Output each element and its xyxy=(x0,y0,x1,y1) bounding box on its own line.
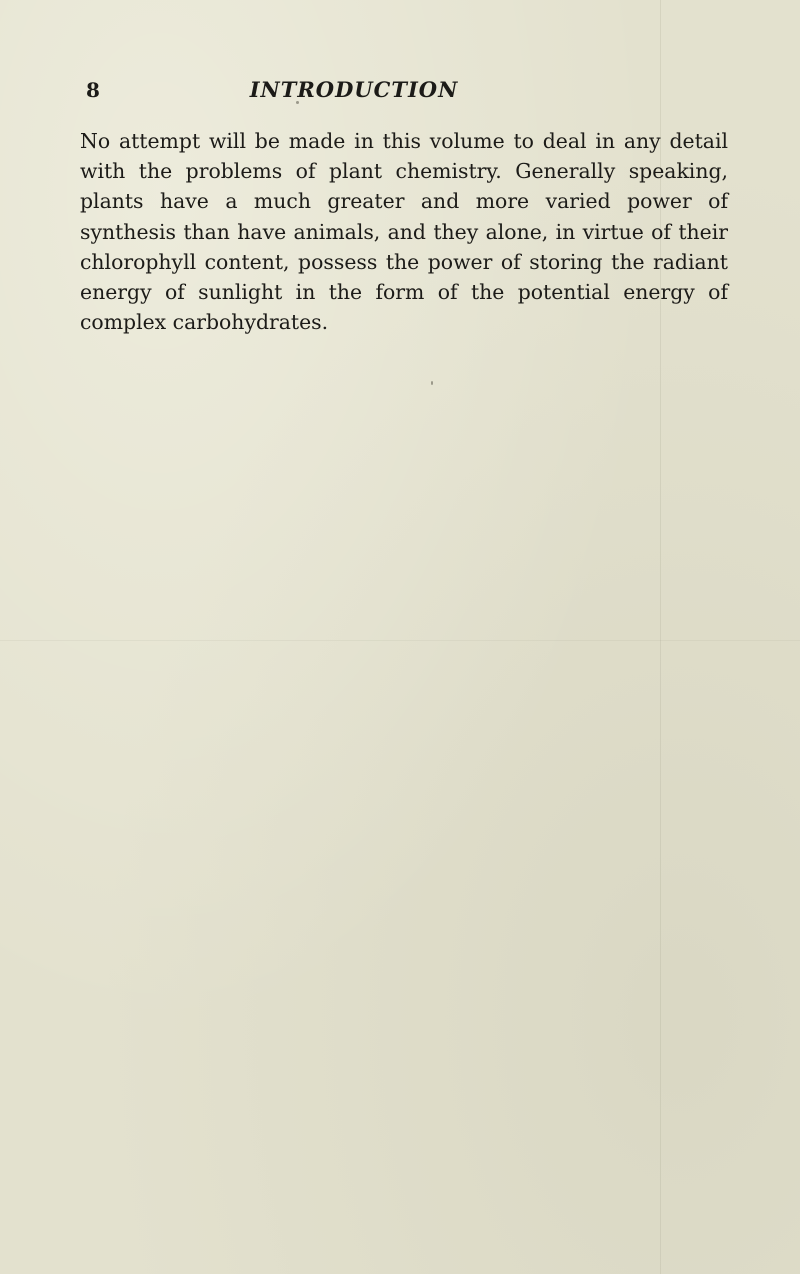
paper-speck xyxy=(296,101,299,104)
page-number: 8 xyxy=(86,78,100,102)
paper-crease xyxy=(0,640,800,641)
body-paragraph: No attempt will be made in this volume to deal in any detail with the problems of plant chemistry. Generally speaking, plants have a much greater and more varied power of synthesis than have animals, and they alone, in virtue of their chlorophyll content, possess the power of storing the radiant energy of sunlight in the form of the potential energy of complex carbohydrates. xyxy=(80,129,728,335)
running-head: INTRODUCTION xyxy=(249,77,459,102)
page-header xyxy=(86,74,622,106)
paper-speck xyxy=(431,381,433,385)
